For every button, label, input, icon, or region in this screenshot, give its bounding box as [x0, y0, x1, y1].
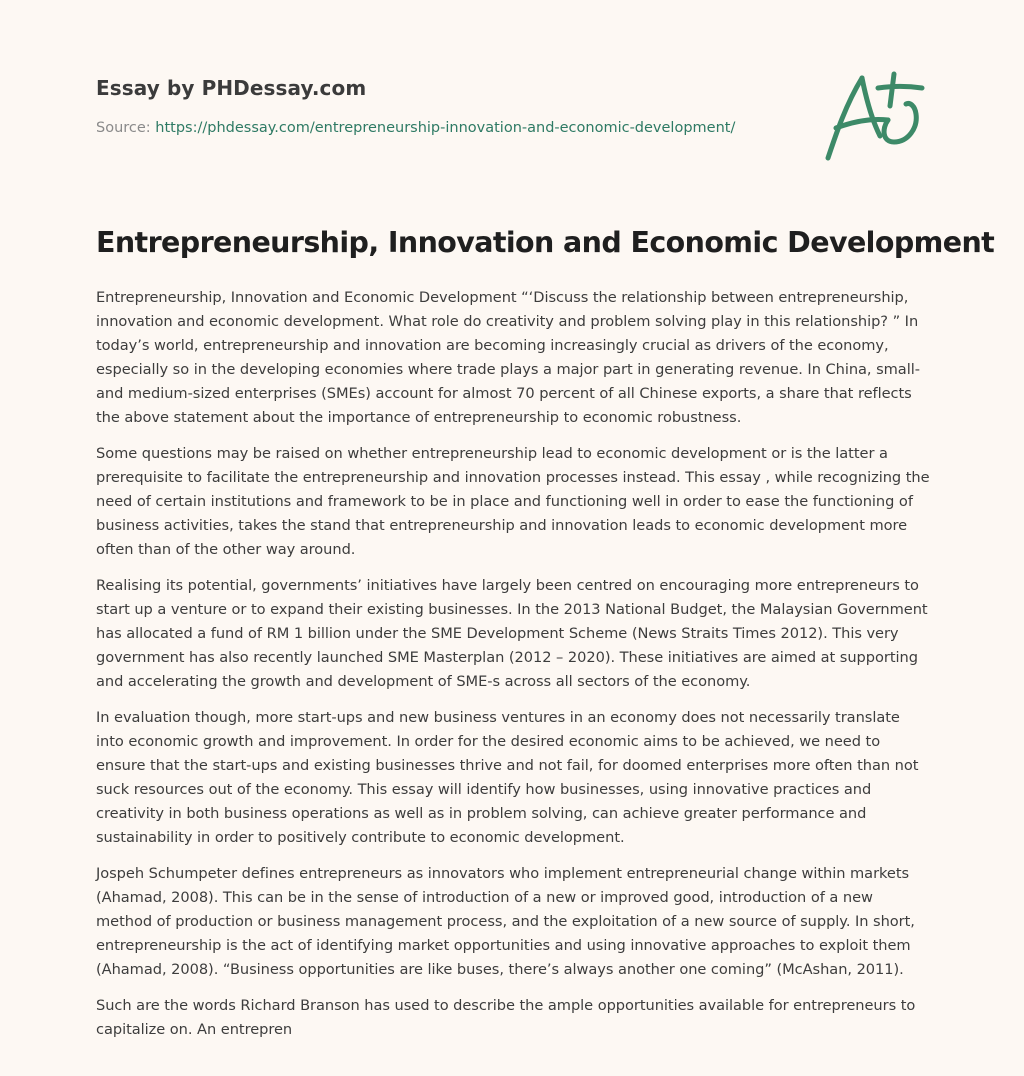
- essay-header: [96, 76, 796, 136]
- site-brand: Essay by PHDessay.com: [96, 76, 367, 100]
- source-link[interactable]: https://phdessay.com/entrepreneurship-innovation-and-economic-development/: [155, 120, 736, 136]
- a-plus-icon: [822, 68, 928, 164]
- essay-body: [96, 286, 932, 1054]
- paragraph: Entrepreneurship, Innovation and Economic Development “‘Discuss the relationship between entrepreneurship, innovation and economic development. What role do creativity and problem solving play in this relationship? ” In today’s world, entrepreneurship and innovation are becoming increasingly crucial as drivers of the economy, especially so in the developing economies where trade plays a major part in generating revenue. In China, small- and medium-sized enterprises (SMEs) account for almost 70 percent of all Chinese exports, a share that reflects the above statement about the importance of entrepreneurship to economic robustness.: [96, 289, 920, 426]
- paragraph: In evaluation though, more start-ups and new business ventures in an economy does not necessarily translate into economic growth and improvement. In order for the desired economic aims to be achieved, we need to ensure that the start-ups and existing businesses thrive and not fail, for doomed enterprises more often than not suck resources out of the economy. This essay will identify how businesses, using innovative practices and creativity in both business operations as well as in problem solving, can achieve greater performance and sustainability in order to positively contribute to economic development.: [96, 709, 919, 846]
- paragraph: Jospeh Schumpeter defines entrepreneurs as innovators who implement entrepreneurial change within markets (Ahamad, 2008). This can be in the sense of introduction of a new or improved good, introduction of a new method of production or business management process, and the exploitation of a new source of supply. In short, entrepreneurship is the act of identifying market opportunities and using innovative approaches to exploit them (Ahamad, 2008). “Business opportunities are like buses, there’s always another one coming” (McAshan, 2011).: [96, 865, 915, 978]
- paragraph: Such are the words Richard Branson has used to describe the ample opportunities available for entrepreneurs to capitalize on. An entrepren: [96, 997, 916, 1038]
- paragraph: Realising its potential, governments’ initiatives have largely been centred on encouraging more entrepreneurs to start up a venture or to expand their existing businesses. In the 2013 National Budget, the Malaysian Government has allocated a fund of RM 1 billion under the SME Development Scheme (News Straits Times 2012). This very government has also recently launched SME Masterplan (2012 – 2020). These initiatives are aimed at supporting and accelerating the growth and development of SME-s across all sectors of the economy.: [96, 577, 928, 690]
- paragraph: Some questions may be raised on whether entrepreneurship lead to economic development or is the latter a prerequisite to facilitate the entrepreneurship and innovation processes instead. This essay , while recognizing the need of certain institutions and framework to be in place and functioning well in order to ease the functioning of business activities, takes the stand that entrepreneurship and innovation leads to economic development more often than of the other way around.: [96, 445, 930, 558]
- a-plus-grade-logo: [822, 68, 928, 164]
- source-line: [96, 120, 796, 136]
- essay-title: Entrepreneurship, Innovation and Economic Development: [96, 226, 995, 259]
- source-label: Source:: [96, 120, 151, 136]
